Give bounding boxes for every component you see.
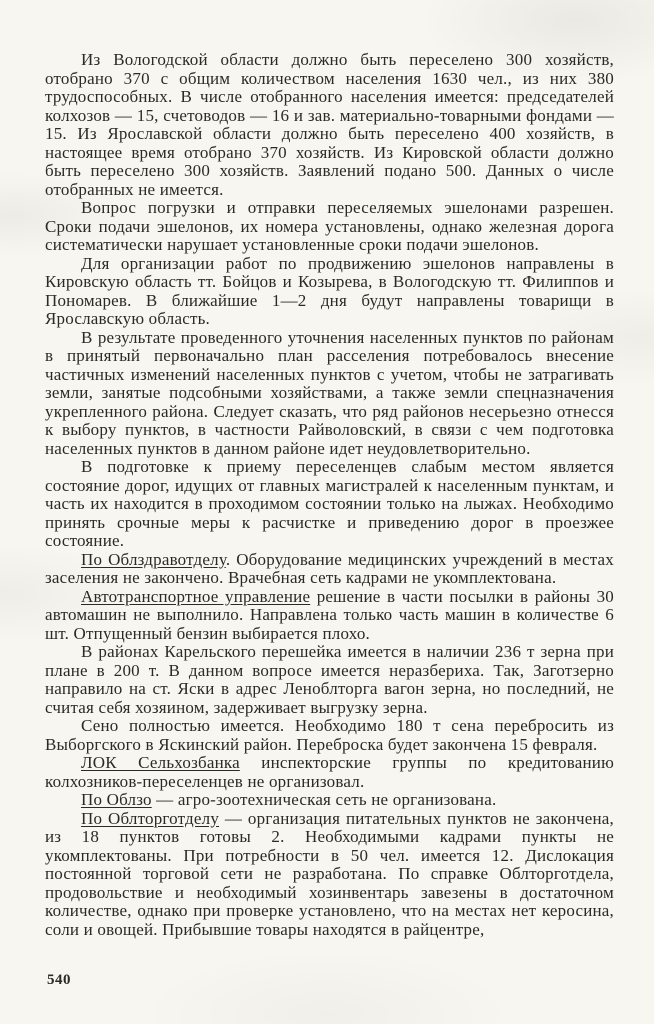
- paragraph: Из Вологодской области должно быть переселено 300 хозяйств, отобрано 370 с общим количеством населения 1630 чел., из них 380 трудоспособных. В числе отобранного населения имеется: председателей колхозов — 15, счетоводов — 16 и зав. материально-товарными фондами — 15. Из Ярославской области должно быть переселено 400 хозяйств, в настоящее время отобрано 370 хозяйств. Из Кировской области должно быть переселено 300 хозяйств. Заявлений подано 500. Данных о числе отобранных не имеется.: [45, 50, 614, 199]
- paragraph: Сено полностью имеется. Необходимо 180 т сена перебросить из Выборгского в Яскинский район. Переброска будет закончена 15 февраля.: [45, 716, 614, 754]
- paragraph: Вопрос погрузки и отправки переселяемых эшелонами разрешен. Сроки подачи эшелонов, их номера установлены, однако железная дорога систематически нарушает установленные сроки подачи эшелонов.: [45, 198, 614, 254]
- paragraph: Автотранспортное управление решение в части посылки в районы 30 автомашин не выполнило. Направлена только часть машин в количестве 6 шт. Отпущенный бензин выбирается плохо.: [45, 586, 614, 643]
- paragraph: В результате проведенного уточнения населенных пунктов по районам в принятый первоначально план расселения потребовалось внесение частичных изменений населенных пунктов с учетом, чтобы не затрагивать земли, занятые подсобными хозяйствами, а также земли спецназначения укрепленного района. Следует сказать, что ряд районов несерьезно отнесся к выбору пунктов, в частности Райволовский, в связи с чем подготовка населенных пунктов в данном районе идет неудовлетворительно.: [45, 327, 614, 458]
- paragraph: ЛОК Сельхозбанка инспекторские группы по кредитованию колхозников-переселенцев не организовал.: [45, 753, 614, 791]
- page-number: 540: [47, 972, 71, 988]
- paragraph: Для организации работ по продвижению эшелонов направлены в Кировскую область тт. Бойцов и Козырева, в Вологодскую тт. Филиппов и Пономарев. В ближайшие 1—2 дня будут направлены товарищи в Ярославскую область.: [45, 253, 614, 328]
- paragraph: По Облздравотделу. Оборудование медицинских учреждений в местах заселения не закончено. Врачебная сеть кадрами не укомплектована.: [45, 549, 614, 587]
- paragraph: В районах Карельского перешейка имеется в наличии 236 т зерна при плане в 200 т. В данном вопросе имеется неразбериха. Так, Заготзерно направило на ст. Яски в адрес Леноблторга вагон зерна, но последний, не считая себя хозяином, задерживает выгрузку зерна.: [45, 642, 614, 717]
- paragraph: В подготовке к приему переселенцев слабым местом является состояние дорог, идущих от главных магистралей к населенным пунктам, и часть их находится в проходимом состоянии только на лыжах. Необходимо принять срочные меры к расчистке и приведению дорог в проезжее состояние.: [45, 457, 614, 550]
- underlined-heading: По Облзо: [81, 790, 152, 809]
- paragraph: По Облзо — агро-зоотехническая сеть не организована.: [81, 790, 497, 809]
- underlined-heading: Автотранспортное управление: [81, 586, 311, 606]
- underlined-heading: По Облздравотделу: [81, 549, 226, 569]
- underlined-heading: По Облторготделу: [81, 808, 220, 828]
- underlined-heading: ЛОК Сельхозбанка: [81, 753, 240, 772]
- paragraph: По Облторготделу — организация питательных пунктов не закончена, из 18 пунктов готовы 2. Необходимыми кадрами пункты не укомплектованы. При потребности в 50 чел. имеется 12. Дислокация постоянной торговой сети не разработана. По справке Облторготдела, продовольствие и необходимый хозинвентарь завезены в достаточном количестве, однако при проверке установлено, что на местах нет керосина, соли и овощей. Прибывшие товары находятся в райцентре,: [45, 808, 614, 939]
- document-body: [45, 51, 614, 939]
